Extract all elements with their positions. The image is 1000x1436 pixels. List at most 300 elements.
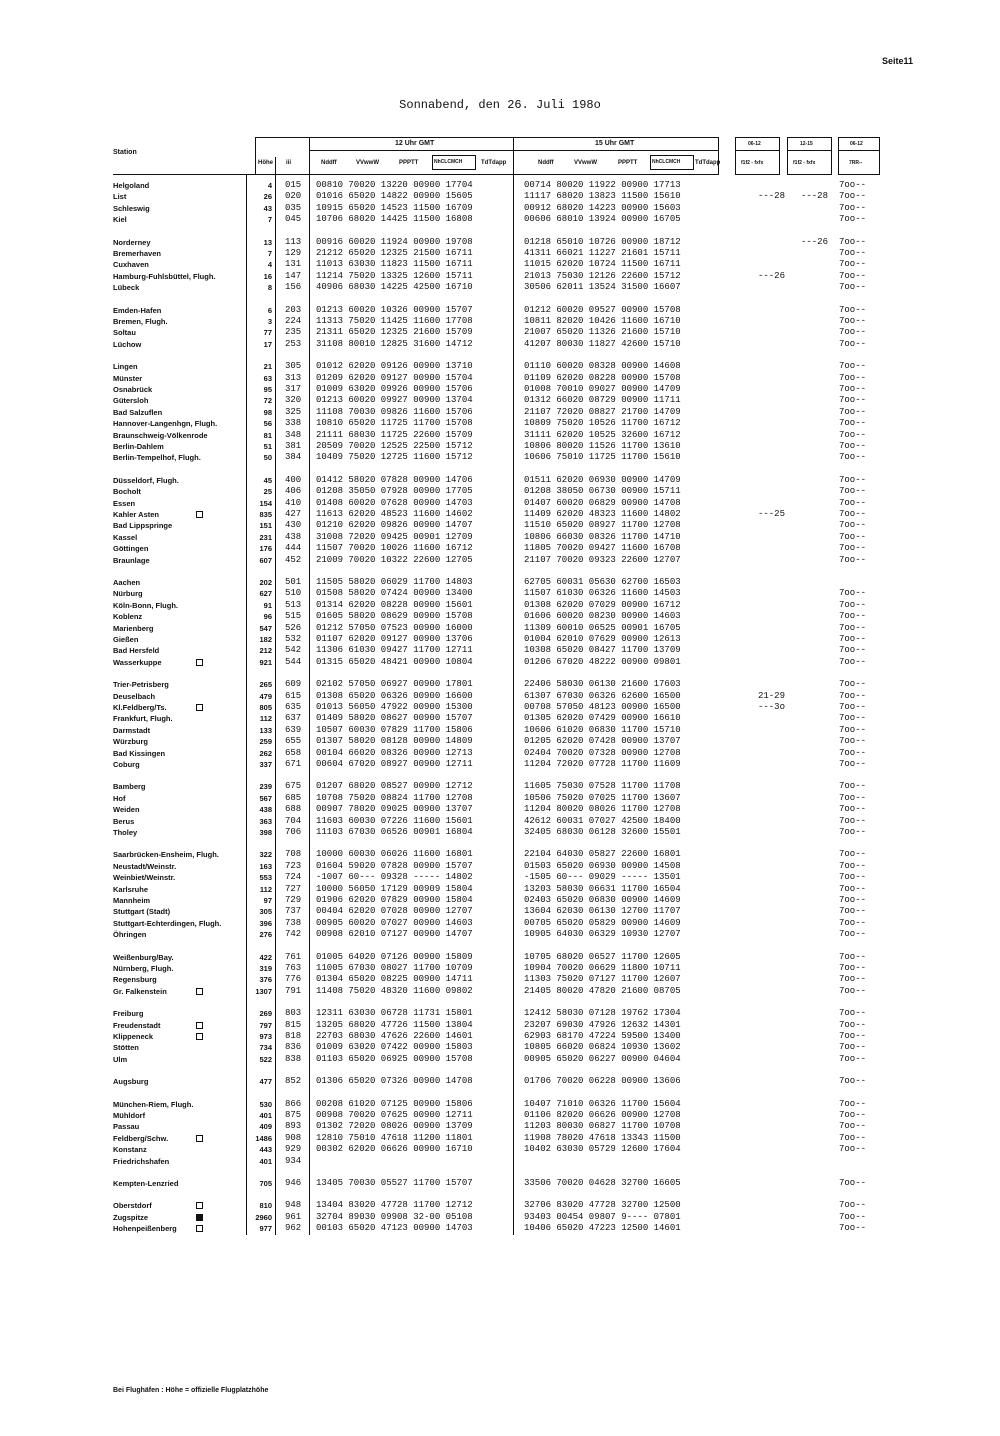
obs-15-utc: 01606 60020 08230 00900 14603 <box>524 611 681 621</box>
station-height: 409 <box>259 1122 272 1131</box>
obs-12-utc: 11103 67030 06526 00901 16804 <box>316 827 473 837</box>
station-name: Bad Hersfeld <box>113 646 160 655</box>
station-height: 231 <box>259 533 272 542</box>
table-row <box>0 702 1000 713</box>
table-row <box>0 679 1000 690</box>
station-name: Gütersloh <box>113 396 149 405</box>
table-row <box>0 986 1000 997</box>
obs-12-utc: 21111 68030 11725 22600 15709 <box>316 430 473 440</box>
obs-15-utc: 42612 60031 07027 42500 18400 <box>524 816 681 826</box>
obs-12-utc: 13205 68020 47726 11500 13804 <box>316 1020 473 1030</box>
station-index: 348 <box>285 430 302 440</box>
station-height: 21 <box>263 362 272 371</box>
station-index: 803 <box>285 1008 302 1018</box>
obs-15-utc: 10811 82020 10426 11600 16710 <box>524 316 681 326</box>
station-index: 729 <box>285 895 302 905</box>
obs-15-utc: 01218 65010 10726 00900 18712 <box>524 237 681 247</box>
extra-group-3: 7oo-- <box>839 679 867 689</box>
obs-15-utc: 10809 75020 10526 11700 16712 <box>524 418 681 428</box>
station-height: 567 <box>259 794 272 803</box>
obs-12-utc: 21009 70020 10322 22600 12705 <box>316 555 473 565</box>
table-row <box>0 816 1000 827</box>
table-row <box>0 520 1000 531</box>
station-name: Helgoland <box>113 181 150 190</box>
extra-group-3: 7oo-- <box>839 1054 867 1064</box>
obs-15-utc: 01308 62020 07029 00900 16712 <box>524 600 681 610</box>
station-name: Berlin-Dahlem <box>113 442 164 451</box>
station-height: 276 <box>259 930 272 939</box>
station-name: Braunschweig-Völkenrode <box>113 431 208 440</box>
station-height: 810 <box>259 1201 272 1210</box>
station-name: Saarbrücken-Ensheim, Flugh. <box>113 850 219 859</box>
station-height: 4 <box>267 181 272 190</box>
extra-group-3: 7oo-- <box>839 623 867 633</box>
station-index: 658 <box>285 748 302 758</box>
station-height: 973 <box>259 1032 272 1041</box>
station-index: 015 <box>285 180 302 190</box>
table-row <box>0 1008 1000 1019</box>
obs-15-utc: 01206 67020 48222 00900 09801 <box>524 657 681 667</box>
station-name: Emden-Hafen <box>113 306 162 315</box>
station-height: 17 <box>263 340 272 349</box>
extra-group-3: 7oo-- <box>839 713 867 723</box>
station-height: 607 <box>259 556 272 565</box>
station-height: 212 <box>259 646 272 655</box>
station-name: Berus <box>113 817 135 826</box>
obs-15-utc: 01208 38050 06730 00900 15711 <box>524 486 681 496</box>
extra-group-3: 7oo-- <box>839 1042 867 1052</box>
station-height: 154 <box>259 499 272 508</box>
group-clouds-12: NhCLCMCH <box>434 159 463 165</box>
station-index: 946 <box>285 1178 302 1188</box>
group-dew-15: TdTdapp <box>695 160 721 166</box>
extra-group-3: 7oo-- <box>839 600 867 610</box>
station-index: 688 <box>285 804 302 814</box>
airport-marker-icon <box>196 511 203 518</box>
extra-group-3: 7oo-- <box>839 1212 867 1222</box>
station-height: 13 <box>263 238 272 247</box>
extra-group-3: 7oo-- <box>839 759 867 769</box>
station-index: 723 <box>285 861 302 871</box>
station-height: 16 <box>263 272 272 281</box>
obs-12-utc: 01103 65020 06925 00900 15708 <box>316 1054 473 1064</box>
station-index: 838 <box>285 1054 302 1064</box>
extra2-bottom: f1f2 - fxfx <box>793 160 816 166</box>
table-row <box>0 486 1000 497</box>
extra-group-3: 7oo-- <box>839 1121 867 1131</box>
extra-group-3: 7oo-- <box>839 657 867 667</box>
table-row <box>0 316 1000 327</box>
table-row <box>0 611 1000 622</box>
table-row <box>0 952 1000 963</box>
extra-group-3: 7oo-- <box>839 407 867 417</box>
group-nddff-15: Nddff <box>538 160 554 166</box>
obs-12-utc: 01012 62020 09126 00900 13710 <box>316 361 473 371</box>
station-index: 325 <box>285 407 302 417</box>
obs-12-utc: 01209 62020 09127 00900 15704 <box>316 373 473 383</box>
station-name: Stuttgart (Stadt) <box>113 907 171 916</box>
table-row <box>0 1099 1000 1110</box>
table-row <box>0 793 1000 804</box>
obs-12-utc: 01013 56050 47922 00900 15300 <box>316 702 473 712</box>
table-row <box>0 748 1000 759</box>
station-name: Tholey <box>113 828 138 837</box>
station-name: Norderney <box>113 238 151 247</box>
table-row <box>0 430 1000 441</box>
station-index: 444 <box>285 543 302 553</box>
station-name: Öhringen <box>113 930 147 939</box>
extra-group-3: 7oo-- <box>839 691 867 701</box>
obs-15-utc: 11507 61030 06326 11600 14503 <box>524 588 681 598</box>
station-height: 176 <box>259 544 272 553</box>
station-name: Hohenpeißenberg <box>113 1224 177 1233</box>
station-name: Augsburg <box>113 1077 149 1086</box>
table-row <box>0 1020 1000 1031</box>
time-15-header: 15 Uhr GMT <box>595 140 635 147</box>
extra-group-3: 7oo-- <box>839 849 867 859</box>
extra-group-3: 7oo-- <box>839 884 867 894</box>
station-name: Köln-Bonn, Flugh. <box>113 601 178 610</box>
station-index: 609 <box>285 679 302 689</box>
table-row <box>0 214 1000 225</box>
station-height: 797 <box>259 1021 272 1030</box>
extra-group-3: 7oo-- <box>839 418 867 428</box>
station-index: 929 <box>285 1144 302 1154</box>
airport-marker-icon <box>196 1202 203 1209</box>
obs-15-utc: 21007 65020 11326 21600 15710 <box>524 327 681 337</box>
obs-15-utc: 01110 60020 08328 00900 14608 <box>524 361 681 371</box>
table-row <box>0 1121 1000 1132</box>
station-name: Marienberg <box>113 624 154 633</box>
station-height: 921 <box>259 658 272 667</box>
station-index: 961 <box>285 1212 302 1222</box>
table-row <box>0 974 1000 985</box>
obs-12-utc: 01213 60020 10326 00900 15707 <box>316 305 473 315</box>
obs-12-utc: 11507 70020 10026 11600 16712 <box>316 543 473 553</box>
station-name: Bocholt <box>113 487 141 496</box>
obs-15-utc: 33506 70020 04628 32700 16605 <box>524 1178 681 1188</box>
table-row <box>0 895 1000 906</box>
extra-group-3: 7oo-- <box>839 180 867 190</box>
station-name: Nürburg <box>113 589 143 598</box>
obs-12-utc: 11108 70030 09826 11600 15706 <box>316 407 473 417</box>
extra-group-3: 7oo-- <box>839 509 867 519</box>
extra-group-3: 7oo-- <box>839 748 867 758</box>
station-height: 4 <box>267 260 272 269</box>
station-height: 112 <box>259 714 272 723</box>
obs-12-utc: 32704 89030 09908 32-00 05108 <box>316 1212 473 1222</box>
obs-12-utc: 01408 60020 07628 00900 14703 <box>316 498 473 508</box>
obs-15-utc: 10506 75020 07025 11700 13607 <box>524 793 681 803</box>
station-name: Passau <box>113 1122 140 1131</box>
obs-15-utc: 11805 70020 09427 11600 16708 <box>524 543 681 553</box>
obs-15-utc: 11204 72020 07728 11700 11609 <box>524 759 681 769</box>
obs-15-utc: 23207 69030 47926 12632 14301 <box>524 1020 681 1030</box>
obs-12-utc: 01315 65020 48421 00900 10804 <box>316 657 473 667</box>
obs-15-utc: 02404 70020 07328 00900 12708 <box>524 748 681 758</box>
station-index: 317 <box>285 384 302 394</box>
obs-15-utc: 10308 65020 08427 11700 13709 <box>524 645 681 655</box>
station-name: Berlin-Tempelhof, Flugh. <box>113 453 201 462</box>
station-name: Bad Kissingen <box>113 749 166 758</box>
obs-12-utc: 01906 62020 07829 00900 15804 <box>316 895 473 905</box>
obs-15-utc: 01004 62010 07629 00900 12613 <box>524 634 681 644</box>
extra-group-3: 7oo-- <box>839 305 867 315</box>
table-row <box>0 623 1000 634</box>
station-name: München-Riem, Flugh. <box>113 1100 194 1109</box>
obs-15-utc: 10904 70020 06629 11800 10711 <box>524 963 681 973</box>
station-index: 313 <box>285 373 302 383</box>
obs-15-utc: 00705 65020 05829 00900 14609 <box>524 918 681 928</box>
obs-12-utc: 22703 68030 47626 22600 14601 <box>316 1031 473 1041</box>
obs-12-utc: 01308 65020 06326 00900 16600 <box>316 691 473 701</box>
obs-15-utc: 32706 83020 47728 32700 12500 <box>524 1200 681 1210</box>
obs-15-utc: 21107 72020 08827 21700 14709 <box>524 407 681 417</box>
station-name: Darmstadt <box>113 726 151 735</box>
table-row <box>0 1133 1000 1144</box>
station-index: 737 <box>285 906 302 916</box>
extra-group-3: 7oo-- <box>839 702 867 712</box>
station-height: 977 <box>259 1224 272 1233</box>
station-name: Koblenz <box>113 612 143 621</box>
station-height: 2960 <box>255 1213 272 1222</box>
obs-15-utc: 11203 80030 06827 11700 10708 <box>524 1121 681 1131</box>
obs-15-utc: 61307 67030 06326 62600 16500 <box>524 691 681 701</box>
station-height: 305 <box>259 907 272 916</box>
obs-12-utc: 00908 70020 07625 00900 12711 <box>316 1110 473 1120</box>
station-name: Freudenstadt <box>113 1021 161 1030</box>
station-name: Oberstdorf <box>113 1201 152 1210</box>
table-row <box>0 725 1000 736</box>
table-row <box>0 1144 1000 1155</box>
station-index: 776 <box>285 974 302 984</box>
obs-12-utc: 00404 62020 07028 00900 12707 <box>316 906 473 916</box>
extra-group-3: 7oo-- <box>839 645 867 655</box>
extra-group-3: 7oo-- <box>839 543 867 553</box>
extra-group-3: 7oo-- <box>839 1178 867 1188</box>
station-name: Wasserkuppe <box>113 658 162 667</box>
obs-12-utc: 10000 56050 17129 00909 15804 <box>316 884 473 894</box>
station-name: Coburg <box>113 760 140 769</box>
group-clouds-15: NhCLCMCH <box>652 159 681 165</box>
extra-group-3: 7oo-- <box>839 1008 867 1018</box>
obs-12-utc: 10507 60030 07829 11700 15806 <box>316 725 473 735</box>
station-height: 6 <box>267 306 272 315</box>
table-row <box>0 1076 1000 1087</box>
table-row <box>0 384 1000 395</box>
station-index: 704 <box>285 816 302 826</box>
obs-15-utc: 11117 68020 13823 11500 15610 <box>524 191 681 201</box>
obs-12-utc: 11306 61030 09427 11700 12711 <box>316 645 473 655</box>
extra-group-3: 7oo-- <box>839 373 867 383</box>
obs-15-utc: 22406 58030 06130 21600 17603 <box>524 679 681 689</box>
extra-group-3: 7oo-- <box>839 282 867 292</box>
extra-group-3: 7oo-- <box>839 963 867 973</box>
obs-15-utc: 10407 71010 06326 11700 15604 <box>524 1099 681 1109</box>
station-index: 452 <box>285 555 302 565</box>
station-name: List <box>113 192 127 201</box>
obs-12-utc: 11313 75020 11425 11600 17708 <box>316 316 473 326</box>
obs-12-utc: 40906 68030 14225 42500 16710 <box>316 282 473 292</box>
station-name: Ulm <box>113 1055 128 1064</box>
station-index: 948 <box>285 1200 302 1210</box>
table-row <box>0 418 1000 429</box>
extra-group-2: ---26 <box>800 237 828 247</box>
table-row <box>0 1031 1000 1042</box>
obs-15-utc: 01008 70010 09027 00900 14709 <box>524 384 681 394</box>
station-index: 635 <box>285 702 302 712</box>
station-index: 113 <box>285 237 302 247</box>
page-date-heading: Sonnabend, den 26. Juli 198o <box>399 98 601 112</box>
station-index: 708 <box>285 849 302 859</box>
obs-12-utc: 00810 70020 13220 00900 17704 <box>316 180 473 190</box>
station-height: 98 <box>263 408 272 417</box>
obs-12-utc: 31108 80010 12825 31600 14712 <box>316 339 473 349</box>
station-name: Freiburg <box>113 1009 144 1018</box>
station-index: 542 <box>285 645 302 655</box>
station-height: 202 <box>259 578 272 587</box>
station-height: 1307 <box>255 987 272 996</box>
table-row <box>0 577 1000 588</box>
extra-group-3: 7oo-- <box>839 918 867 928</box>
extra1-bottom: f1f2 - fxfx <box>741 160 764 166</box>
station-name: Feldberg/Schw. <box>113 1134 169 1143</box>
obs-12-utc: 01306 65020 07326 00900 14708 <box>316 1076 473 1086</box>
station-index: 742 <box>285 929 302 939</box>
extra-group-3: 7oo-- <box>839 430 867 440</box>
station-index: 035 <box>285 203 302 213</box>
extra-group-3: 7oo-- <box>839 793 867 803</box>
station-height: 97 <box>263 896 272 905</box>
obs-12-utc: 13405 70030 05527 11700 15707 <box>316 1178 473 1188</box>
extra2-top: 12-15 <box>800 141 813 147</box>
station-name: Neustadt/Weinstr. <box>113 862 177 871</box>
station-index: 727 <box>285 884 302 894</box>
station-height: 96 <box>263 612 272 621</box>
obs-12-utc: 11005 67030 08027 11700 10709 <box>316 963 473 973</box>
obs-15-utc: 01706 70020 06228 00900 13606 <box>524 1076 681 1086</box>
station-index: 818 <box>285 1031 302 1041</box>
extra3-bottom: 7RR-- <box>849 160 863 166</box>
station-name: Friedrichshafen <box>113 1157 170 1166</box>
station-index: 675 <box>285 781 302 791</box>
obs-12-utc: 01412 58020 07828 00900 14706 <box>316 475 473 485</box>
extra-group-1: ---3o <box>757 702 785 712</box>
station-index: 129 <box>285 248 302 258</box>
station-height: 7 <box>267 215 272 224</box>
obs-15-utc: 41207 80030 11827 42600 15710 <box>524 339 681 349</box>
obs-12-utc: 00907 78020 09025 00900 13707 <box>316 804 473 814</box>
airport-marker-icon <box>196 704 203 711</box>
station-name: Cuxhaven <box>113 260 149 269</box>
obs-12-utc: 21212 65020 12325 21500 16711 <box>316 248 473 258</box>
extra-group-3: 7oo-- <box>839 339 867 349</box>
table-row <box>0 713 1000 724</box>
station-height: 239 <box>259 782 272 791</box>
obs-12-utc: 02102 57050 06927 00900 17801 <box>316 679 473 689</box>
obs-12-utc: 00103 65020 47123 00900 14703 <box>316 1223 473 1233</box>
station-name: Kl.Feldberg/Ts. <box>113 703 167 712</box>
table-row <box>0 884 1000 895</box>
obs-15-utc: 00905 65020 06227 00900 04604 <box>524 1054 681 1064</box>
obs-12-utc: 01302 72020 08026 00900 13709 <box>316 1121 473 1131</box>
time-12-header: 12 Uhr GMT <box>395 140 435 147</box>
station-index: 253 <box>285 339 302 349</box>
airport-marker-icon <box>196 1225 203 1232</box>
obs-15-utc: 11309 60010 06525 00901 16705 <box>524 623 681 633</box>
obs-12-utc: 31008 72020 09425 00901 12709 <box>316 532 473 542</box>
station-name: Kempten-Lenzried <box>113 1179 179 1188</box>
obs-15-utc: 00714 80020 11922 00900 17713 <box>524 180 681 190</box>
extra-group-1: ---26 <box>757 271 785 281</box>
airport-marker-icon <box>196 659 203 666</box>
station-height: 376 <box>259 975 272 984</box>
obs-15-utc: 11303 75020 07127 11700 12607 <box>524 974 681 984</box>
extra-group-3: 7oo-- <box>839 974 867 984</box>
table-row <box>0 804 1000 815</box>
extra-group-3: 7oo-- <box>839 827 867 837</box>
table-row <box>0 963 1000 974</box>
station-name: Karlsruhe <box>113 885 149 894</box>
station-index: 639 <box>285 725 302 735</box>
obs-12-utc: 01409 58020 08627 00900 15707 <box>316 713 473 723</box>
obs-12-utc: 00208 61020 07125 00900 15806 <box>316 1099 473 1109</box>
station-index: 147 <box>285 271 302 281</box>
station-name: Nürnberg, Flugh. <box>113 964 174 973</box>
obs-12-utc: 01304 65020 08225 00900 14711 <box>316 974 473 984</box>
station-index: 893 <box>285 1121 302 1131</box>
obs-12-utc: 01605 58020 08629 00900 15708 <box>316 611 473 621</box>
station-name: Braunlage <box>113 556 150 565</box>
station-height: 627 <box>259 589 272 598</box>
extra-group-3: 7oo-- <box>839 872 867 882</box>
extra-group-3: 7oo-- <box>839 1020 867 1030</box>
extra-group-3: 7oo-- <box>839 588 867 598</box>
table-row <box>0 327 1000 338</box>
extra-group-3: 7oo-- <box>839 191 867 201</box>
station-name: Stötten <box>113 1043 139 1052</box>
table-row <box>0 373 1000 384</box>
station-index: 224 <box>285 316 302 326</box>
obs-12-utc: 11013 63030 11823 11500 16711 <box>316 259 473 269</box>
obs-15-utc: 13604 62030 06130 12700 11707 <box>524 906 681 916</box>
station-name: Frankfurt, Flugh. <box>113 714 173 723</box>
obs-12-utc: 01208 35050 07928 00900 17705 <box>316 486 473 496</box>
obs-12-utc: 01009 63020 07422 00900 15803 <box>316 1042 473 1052</box>
table-row <box>0 282 1000 293</box>
obs-12-utc: 01107 62020 09127 00900 13706 <box>316 634 473 644</box>
station-height: 63 <box>263 374 272 383</box>
extra-group-3: 7oo-- <box>839 361 867 371</box>
station-index: 510 <box>285 588 302 598</box>
obs-15-utc: 21107 70020 09323 22600 12707 <box>524 555 681 565</box>
station-index: 763 <box>285 963 302 973</box>
station-height: 51 <box>263 442 272 451</box>
obs-12-utc: 01307 58020 08128 00900 14809 <box>316 736 473 746</box>
station-index: 706 <box>285 827 302 837</box>
station-height: 112 <box>259 885 272 894</box>
station-index: 934 <box>285 1156 302 1166</box>
extra-group-2: ---28 <box>800 191 828 201</box>
station-name: Lingen <box>113 362 138 371</box>
station-height: 401 <box>259 1111 272 1120</box>
obs-15-utc: 10606 75010 11725 11700 15610 <box>524 452 681 462</box>
station-index: 020 <box>285 191 302 201</box>
table-row <box>0 271 1000 282</box>
extra-group-3: 7oo-- <box>839 271 867 281</box>
station-height: 50 <box>263 453 272 462</box>
table-row <box>0 736 1000 747</box>
